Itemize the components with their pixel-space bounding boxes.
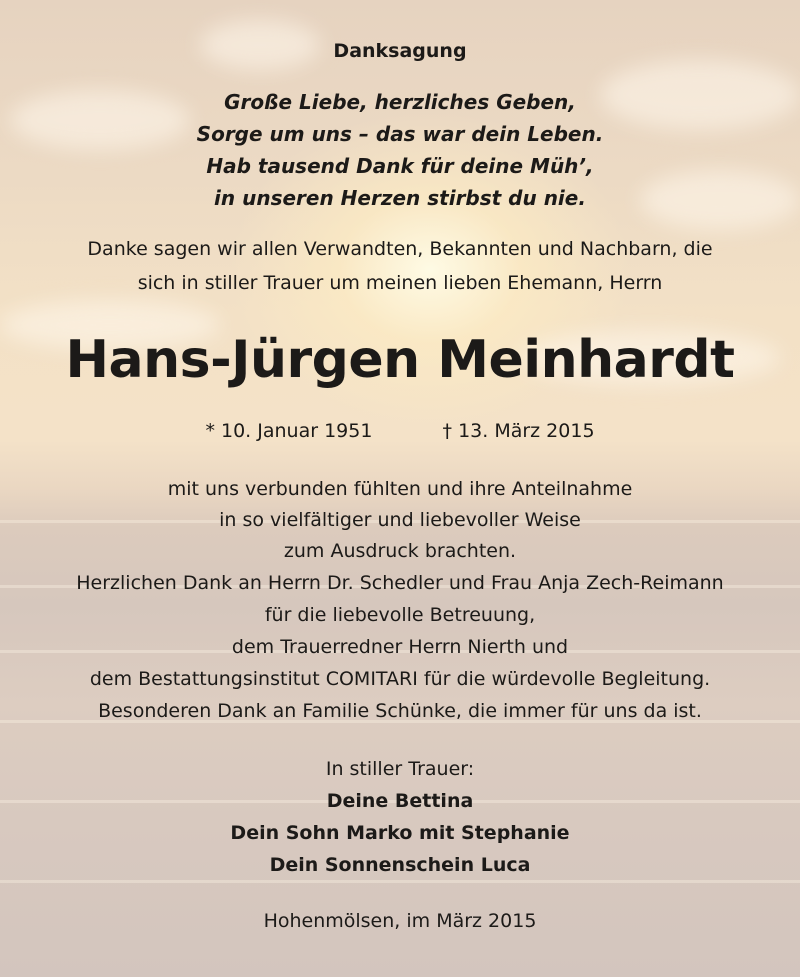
poem-line: in unseren Herzen stirbst du nie. bbox=[214, 186, 586, 210]
poem-line: Sorge um uns – das war dein Leben. bbox=[196, 122, 604, 146]
poem-line: Große Liebe, herzliches Geben, bbox=[224, 90, 576, 114]
deceased-name: Hans-Jürgen Meinhardt bbox=[65, 330, 735, 390]
place-date: Hohenmölsen, im März 2015 bbox=[263, 910, 537, 932]
mourner-line: Dein Sonnenschein Luca bbox=[269, 854, 531, 876]
body-line: mit uns verbunden fühlten und ihre Anteilnahme bbox=[167, 478, 633, 500]
intro-line: sich in stiller Trauer um meinen lieben Ehemann, Herrn bbox=[137, 272, 663, 294]
body-line: Herzlichen Dank an Herrn Dr. Schedler und Frau Anja Zech-Reimann bbox=[76, 572, 724, 594]
water-reflection bbox=[0, 880, 800, 883]
mourner-line: Deine Bettina bbox=[326, 790, 474, 812]
body-line: dem Bestattungsinstitut COMITARI für die würdevolle Begleitung. bbox=[89, 668, 711, 690]
body-line: Besonderen Dank an Familie Schünke, die immer für uns da ist. bbox=[98, 700, 702, 722]
life-dates bbox=[0, 420, 800, 442]
body-line: dem Trauerredner Herrn Nierth und bbox=[231, 636, 569, 658]
notice-heading: Danksagung bbox=[333, 40, 467, 62]
death-date: † 13. März 2015 bbox=[442, 420, 595, 442]
body-line: in so vielfältiger und liebevoller Weise bbox=[219, 509, 581, 531]
body-line: für die liebevolle Betreuung, bbox=[264, 604, 536, 626]
poem-line: Hab tausend Dank für deine Müh’, bbox=[206, 154, 594, 178]
mourner-line: Dein Sohn Marko mit Stephanie bbox=[230, 822, 570, 844]
intro-line: Danke sagen wir allen Verwandten, Bekannten und Nachbarn, die bbox=[87, 238, 713, 260]
body-line: zum Ausdruck brachten. bbox=[283, 540, 517, 562]
birth-date: * 10. Januar 1951 bbox=[205, 420, 373, 442]
mourning-label: In stiller Trauer: bbox=[325, 758, 475, 780]
